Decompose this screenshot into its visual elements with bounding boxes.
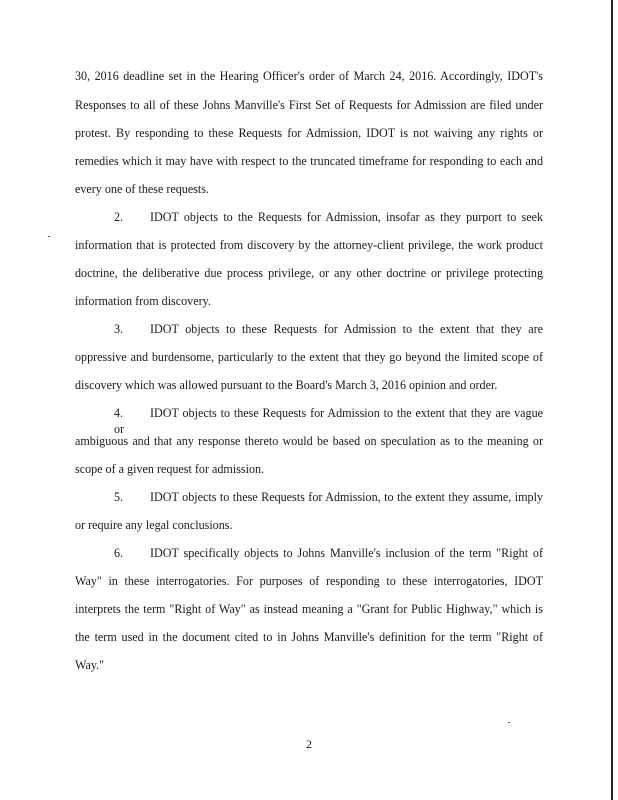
intro-line-4: remedies which it may have with respect to the truncated timeframe for responding to each and [75,154,543,168]
paragraph-4-line-2: ambiguous and that any response thereto would be based on speculation as to the meaning or [75,434,543,448]
paragraph-2-line-2: information that is protected from discovery by the attorney-client privilege, the work product [75,238,543,252]
paragraph-5-text: IDOT objects to these Requests for Admission, to the extent they assume, imply [150,490,543,504]
paragraph-2-number: 2. [114,210,124,224]
paragraph-4-number: 4. [114,406,124,420]
paragraph-3-number: 3. [114,322,124,336]
paragraph-2-line-4: information from discovery. [75,294,211,308]
paragraph-5-number: 5. [114,490,124,504]
intro-line-2: Responses to all of these Johns Manville's First Set of Requests for Admission are filed under [75,98,543,112]
paragraph-5-line-2: or require any legal conclusions. [75,518,233,532]
scan-speck [508,722,510,723]
paragraph-2-text: IDOT objects to the Requests for Admission, insofar as they purport to seek [150,210,543,224]
page-edge-rule [611,0,613,800]
paragraph-3-line-1 [114,321,543,337]
paragraph-3-line-2: oppressive and burdensome, particularly to the extent that they go beyond the limited scope of [75,350,543,364]
paragraph-2-line-1 [114,209,543,225]
paragraph-6-line-3: interprets the term "Right of Way" as instead meaning a "Grant for Public Highway," which is [75,602,543,616]
paragraph-6-line-2: Way" in these interrogatories. For purposes of responding to these interrogatories, IDOT [75,574,543,588]
intro-line-3: protest. By responding to these Requests for Admission, IDOT is not waiving any rights or [75,126,543,140]
intro-line-1: 30, 2016 deadline set in the Hearing Officer's order of March 24, 2016. Accordingly, IDOT's [75,69,543,83]
paragraph-6-line-4: the term used in the document cited to in Johns Manville's definition for the term "Right of [75,630,543,644]
intro-line-5: every one of these requests. [75,182,209,196]
paragraph-3-text: IDOT objects to these Requests for Admission to the extent that they are [150,322,543,336]
paragraph-4-line-3: scope of a given request for admission. [75,462,265,476]
page-number: 2 [306,737,312,751]
paragraph-6-text: IDOT specifically objects to Johns Manville's inclusion of the term "Right of [150,546,543,560]
paragraph-4-text: IDOT objects to these Requests for Admission to the extent that they are vague or [114,406,543,436]
paragraph-6-line-5: Way." [75,658,105,672]
scan-speck [48,236,50,237]
paragraph-6-number: 6. [114,546,124,560]
paragraph-2-line-3: doctrine, the deliberative due process privilege, or any other doctrine or privilege protecting [75,266,543,280]
paragraph-5-line-1 [114,489,543,505]
paragraph-6-line-1 [114,545,543,561]
paragraph-3-line-3: discovery which was allowed pursuant to the Board's March 3, 2016 opinion and order. [75,378,498,392]
